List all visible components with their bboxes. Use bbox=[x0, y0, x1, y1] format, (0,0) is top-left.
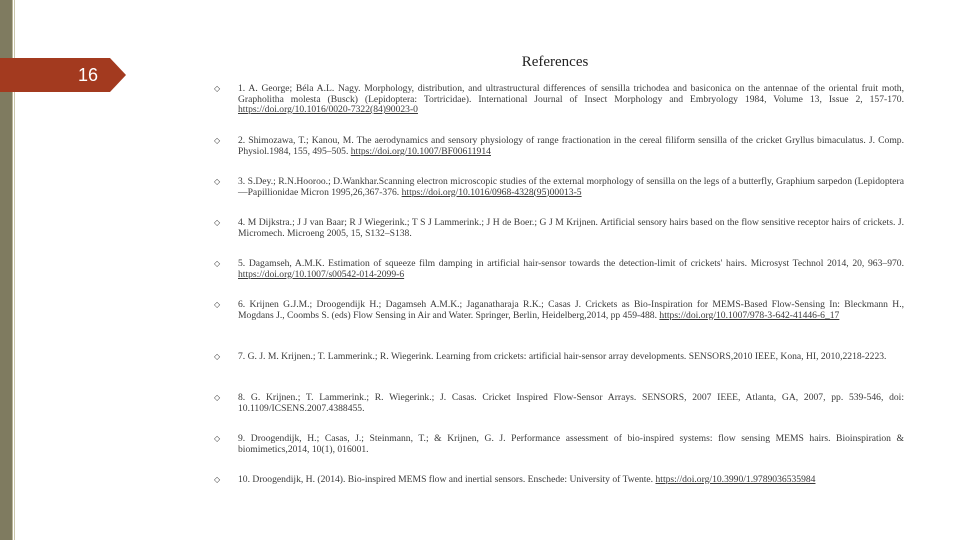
reference-text bbox=[238, 393, 904, 414]
reference-doi-link[interactable]: https://doi.org/10.1007/BF00611914 bbox=[350, 145, 491, 157]
reference-citation: 3. S.Dey.; R.N.Hooroo.; D.Wankhar.Scanning electron microscopic studies of the external morphology of sensilla on the legs of a butterfly, Graphium sarpedon (Lepidoptera—Papillionidae Micron 1995,26,367-376. bbox=[238, 176, 904, 198]
reference-text bbox=[238, 352, 904, 363]
reference-text bbox=[238, 300, 904, 321]
reference-text bbox=[238, 84, 904, 116]
reference-text bbox=[238, 218, 904, 239]
diamond-bullet-icon: ◇ bbox=[214, 434, 221, 443]
reference-text bbox=[238, 136, 904, 157]
reference-citation: 5. Dagamseh, A.M.K. Estimation of squeeze film damping in artificial hair-sensor towards the detection-limit of crickets' hairs. Microsyst Technol 2014, 20, 963–970. bbox=[238, 258, 904, 269]
slide-number: 16 bbox=[77, 65, 99, 85]
diamond-bullet-icon: ◇ bbox=[214, 300, 221, 309]
reference-text bbox=[238, 475, 904, 486]
reference-doi-link[interactable]: https://doi.org/10.1016/0020-7322(84)90023-0 bbox=[238, 104, 418, 115]
reference-doi-link[interactable]: https://doi.org/10.3990/1.9789036535984 bbox=[655, 474, 816, 485]
reference-citation: 8. G. Krijnen.; T. Lammerink.; R. Wiegerink.; J. Casas. Cricket Inspired Flow-Sensor Arrays. SENSORS, 2007 IEEE, Atlanta, GA, 2007, pp. 539-546, doi: 10.1109/ICSENS.2007.4388455. bbox=[238, 392, 904, 414]
diamond-bullet-icon: ◇ bbox=[214, 352, 221, 361]
reference-doi-link[interactable]: https://doi.org/10.1016/0968-4328(95)00013-5 bbox=[401, 186, 582, 198]
reference-citation: 6. Krijnen G.J.M.; Droogendijk H.; Dagamseh A.M.K.; Jaganatharaja R.K.; Casas J. Crickets as Bio-Inspiration for MEMS-Based Flow-Sensing In: Bleckmann H., Mogdans J., Coombs S. (eds) Flow Sensing in Air and Water. Springer, Berlin, Heidelberg,2014, pp 459-488. bbox=[238, 299, 904, 321]
page-title: References bbox=[521, 54, 589, 70]
reference-text bbox=[238, 434, 904, 455]
reference-doi-link[interactable]: https://doi.org/10.1007/978-3-642-41446-6_17 bbox=[659, 309, 840, 321]
reference-citation: 1. A. George; Béla A.L. Nagy. Morphology, distribution, and ultrastructural differences of sensilla trichodea and basiconica on the antennae of the oriental fruit moth, Grapholitha molesta (Busck) (Lepidoptera: Tortricidae). International Journal of Insect Morphology and Embryology 1984, Volume 13, Issue 2, 157-170. bbox=[238, 83, 904, 105]
reference-citation: 9. Droogendijk, H.; Casas, J.; Steinmann, T.; & Krijnen, G. J. Performance assessment of bio-inspired systems: flow sensing MEMS hairs. Bioinspiration & biomimetics,2014, 10(1), 016001. bbox=[238, 433, 904, 455]
reference-text bbox=[238, 177, 904, 198]
reference-text bbox=[238, 259, 904, 280]
reference-citation: 7. G. J. M. Krijnen.; T. Lammerink.; R. Wiegerink. Learning from crickets: artificial hair-sensor array developments. SENSORS,2010 IEEE, Kona, HI, 2010,2218-2223. bbox=[238, 351, 887, 362]
diamond-bullet-icon: ◇ bbox=[214, 259, 221, 268]
reference-citation: 4. M Dijkstra.; J J van Baar; R J Wiegerink.; T S J Lammerink.; J H de Boer.; G J M Krijnen. Artificial sensory hairs based on the flow sensitive receptor hairs of crickets. J. Micromech. Microeng 2005, 15, S132–S138. bbox=[238, 217, 904, 239]
reference-citation: 10. Droogendijk, H. (2014). Bio-inspired MEMS flow and inertial sensors. Enschede: University of Twente. bbox=[238, 474, 656, 485]
diamond-bullet-icon: ◇ bbox=[214, 218, 221, 227]
diamond-bullet-icon: ◇ bbox=[214, 84, 221, 93]
diamond-bullet-icon: ◇ bbox=[214, 136, 221, 145]
reference-doi-link[interactable]: https://doi.org/10.1007/s00542-014-2099-6 bbox=[238, 268, 405, 280]
diamond-bullet-icon: ◇ bbox=[214, 177, 221, 186]
diamond-bullet-icon: ◇ bbox=[214, 393, 221, 402]
reference-citation: 2. Shimozawa, T.; Kanou, M. The aerodynamics and sensory physiology of range fractionation in the cereal filiform sensilla of the cricket Gryllus bimaculatus. J. Comp. Physiol.1984, 155, 495–505. bbox=[238, 135, 904, 157]
diamond-bullet-icon: ◇ bbox=[214, 475, 221, 484]
slide-number-tag bbox=[0, 58, 126, 92]
